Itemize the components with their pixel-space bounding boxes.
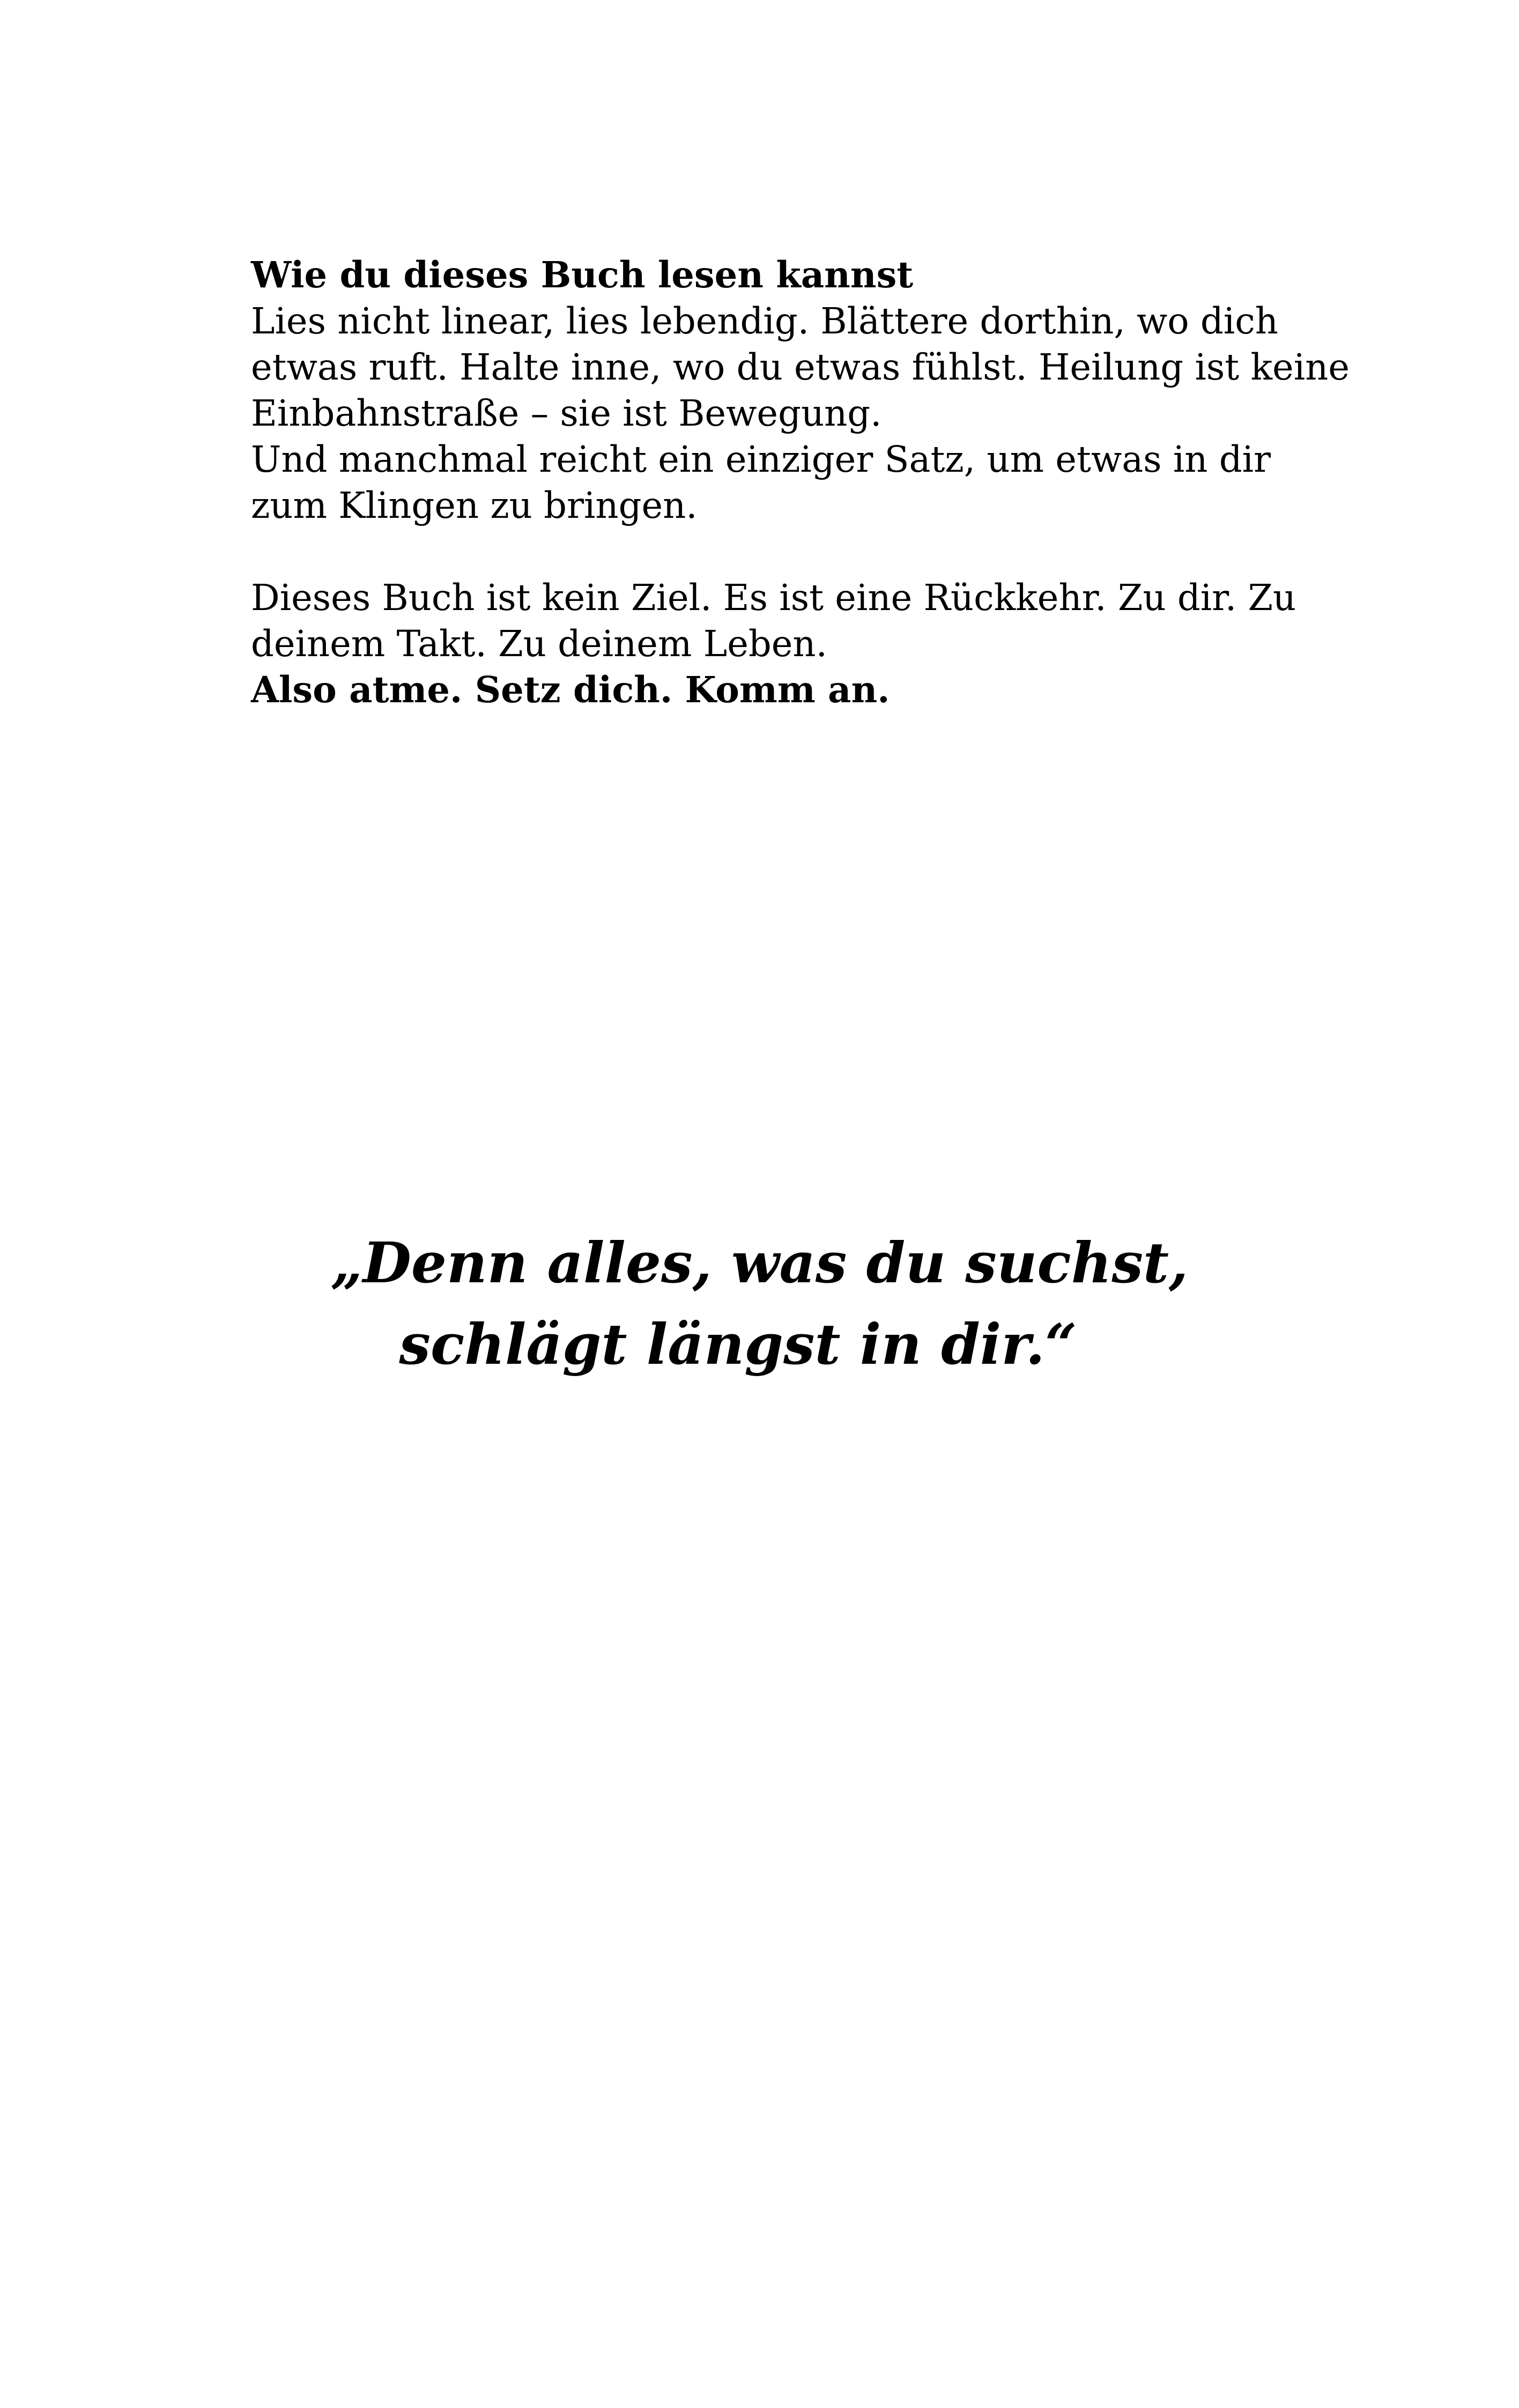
section-heading: Wie du dieses Buch lesen kannst [251, 254, 914, 296]
closing-line: Also atme. Setz dich. Komm an. [251, 668, 890, 711]
paragraph-line: deinem Takt. Zu deinem Leben. [251, 623, 827, 665]
paragraph-line: etwas ruft. Halte inne, wo du etwas fühlst. Heilung ist keine [251, 346, 1350, 388]
pull-quote [0, 1222, 1519, 1385]
quote-line-1: „Denn alles, was du suchst, [330, 1230, 1189, 1296]
intro-section [251, 252, 1350, 713]
paragraph-line: Einbahnstraße – sie ist Bewegung. [251, 392, 882, 434]
quote-line-2: schlägt längst in dir.“ [399, 1311, 1077, 1377]
paragraph-line: Dieses Buch ist kein Ziel. Es ist eine Rückkehr. Zu dir. Zu [251, 577, 1296, 619]
paragraph-spacer [251, 529, 1302, 575]
paragraph-line: zum Klingen zu bringen. [251, 485, 698, 526]
paragraph-line: Und manchmal reicht ein einziger Satz, um etwas in dir [251, 439, 1271, 480]
paragraph-line: Lies nicht linear, lies lebendig. Blättere dorthin, wo dich [251, 300, 1278, 342]
